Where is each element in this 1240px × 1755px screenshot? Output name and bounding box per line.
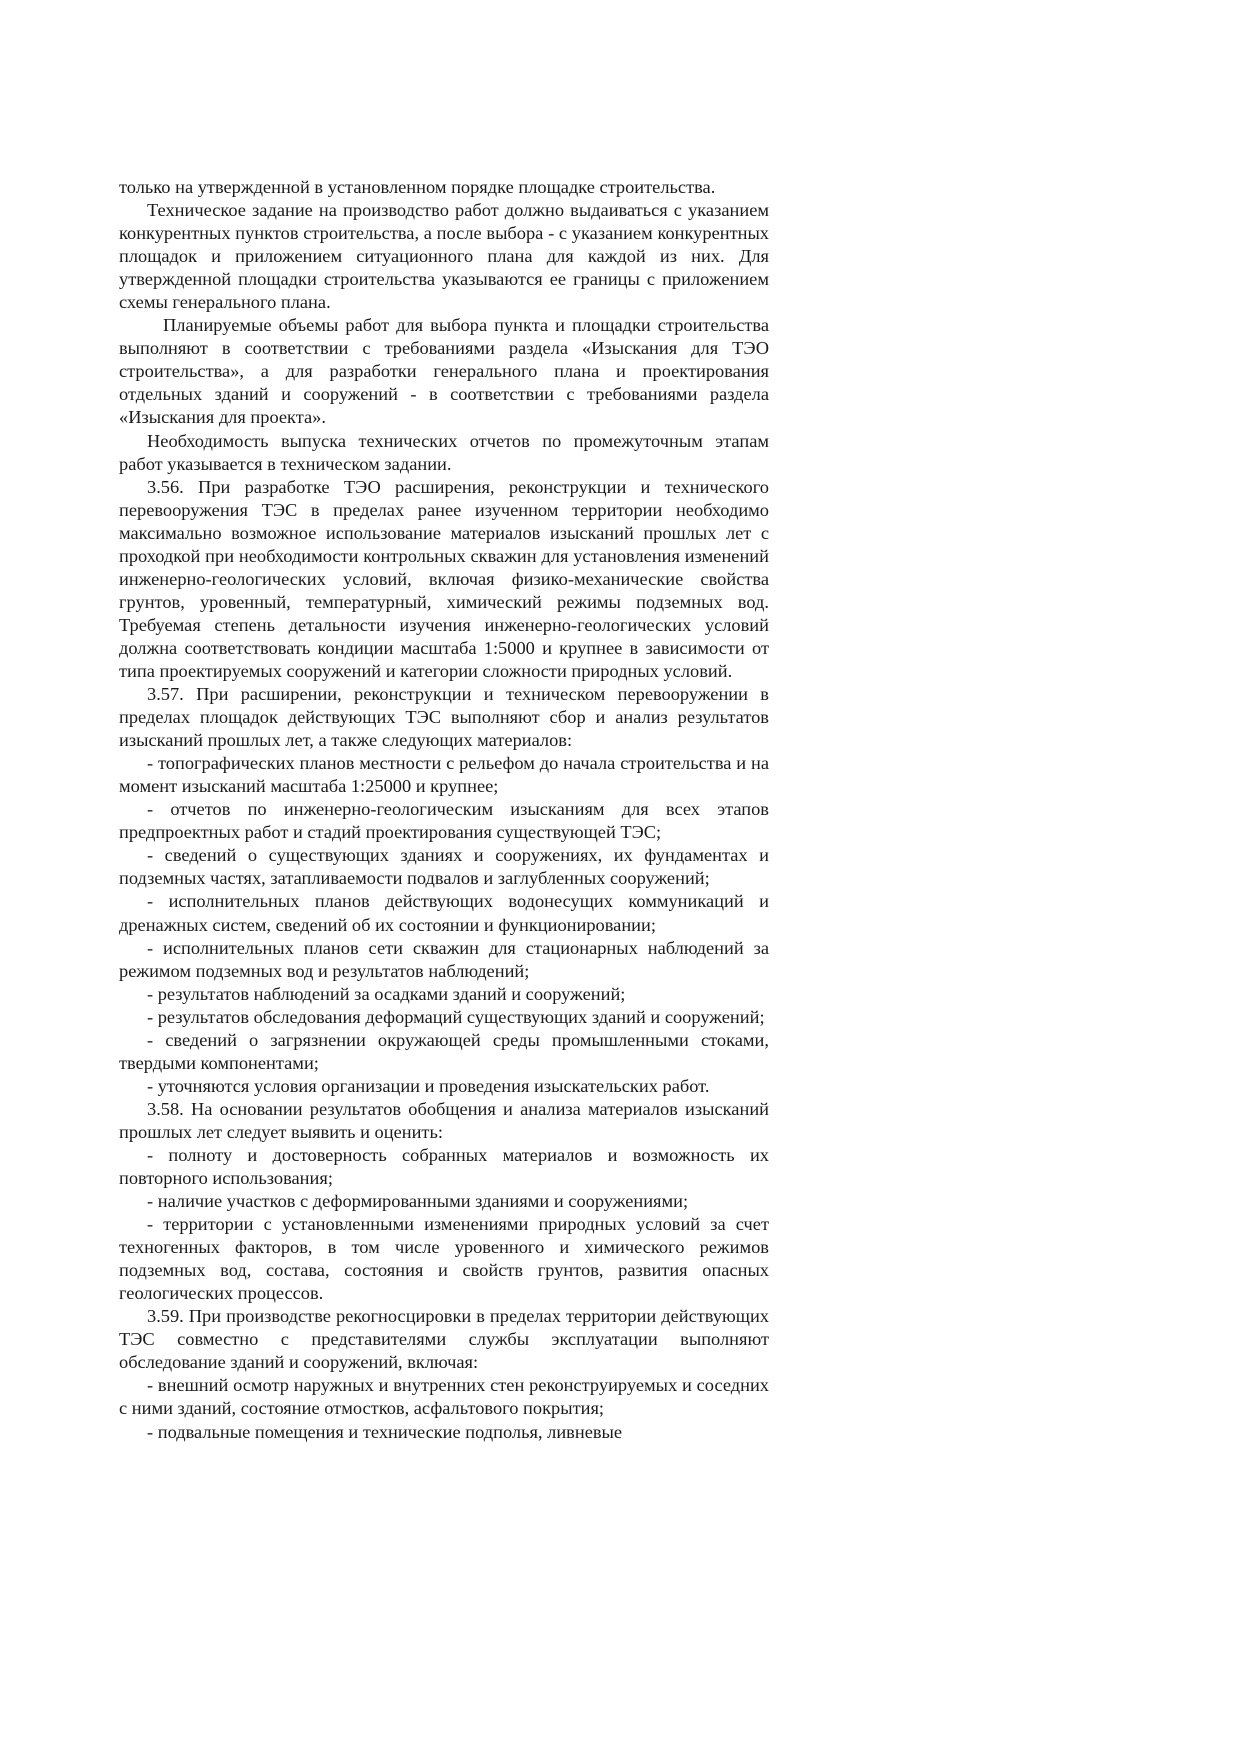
list-item: - подвальные помещения и технические подполья, ливневые xyxy=(147,1421,623,1442)
list-item: - исполнительных планов действующих водонесущих коммуникаций и дренажных систем, сведений об их состоянии и функционировании; xyxy=(119,891,769,935)
paragraph-technical-assignment: Техническое задание на производство работ должно выдаиваться с указанием конкурентных пунктов строительства, а после выбора - с указанием конкурентных площадок и приложением ситуационного плана для каждой из них. Для утвержденной площадки строительства указываются ее границы с приложением схемы генерального плана. xyxy=(119,200,769,313)
list-item: - исполнительных планов сети скважин для стационарных наблюдений за режимом подземных вод и результатов наблюдений; xyxy=(119,937,769,981)
list-item: - наличие участков с деформированными зданиями и сооружениями; xyxy=(147,1191,689,1212)
list-item: - сведений о загрязнении окружающей среды промышленными стоками, твердыми компонентами; xyxy=(119,1029,769,1073)
paragraph-interim-reports: Необходимость выпуска технических отчетов по промежуточным этапам работ указывается в техническом задании. xyxy=(119,430,769,474)
list-item: - территории с установленными изменениями природных условий за счет техногенных факторов, в том числе уровенного и химического режимов подземных вод, состава, состояния и свойств грунтов, развития опасных геологических процессов. xyxy=(119,1214,769,1304)
list-item: - результатов обследования деформаций существующих зданий и сооружений; xyxy=(147,1006,765,1027)
paragraph-3-57: 3.57. При расширении, реконструкции и техническом перевооружении в пределах площадок действующих ТЭС выполняют сбор и анализ результатов изысканий прошлых лет, а также следующих материалов: xyxy=(119,684,769,751)
paragraph-3-59: 3.59. При производстве рекогносцировки в пределах территории действующих ТЭС совместно с представителями службы эксплуатации выполняют обследование зданий и сооружений, включая: xyxy=(119,1306,769,1373)
list-item: - топографических планов местности с рельефом до начала строительства и на момент изысканий масштаба 1:25000 и крупнее; xyxy=(119,753,769,797)
paragraph-3-58: 3.58. На основании результатов обобщения и анализа материалов изысканий прошлых лет следует выявить и оценить: xyxy=(119,1098,769,1142)
list-item: - внешний осмотр наружных и внутренних стен реконструируемых и соседних с ними зданий, состояние отмостков, асфальтового покрытия; xyxy=(119,1375,769,1419)
list-item: - уточняются условия организации и проведения изыскательских работ. xyxy=(147,1075,710,1096)
paragraph-planned-volumes: Планируемые объемы работ для выбора пункта и площадки строительства выполняют в соответствии с требованиями раздела «Изыскания для ТЭО строительства», а для разработки генерального плана и проектирования отдельных зданий и сооружений - в соответствии с требованиями раздела «Изыскания для проекта». xyxy=(119,315,769,428)
list-item: - результатов наблюдений за осадками зданий и сооружений; xyxy=(147,983,626,1004)
list-item: - сведений о существующих зданиях и сооружениях, их фундаментах и подземных частях, затапливаемости подвалов и заглубленных сооружений; xyxy=(119,845,769,889)
document-page xyxy=(119,176,769,1444)
list-item: - отчетов по инженерно-геологическим изысканиям для всех этапов предпроектных работ и стадий проектирования существующей ТЭС; xyxy=(119,799,769,843)
list-item: - полноту и достоверность собранных материалов и возможность их повторного использования; xyxy=(119,1144,769,1189)
paragraph-3-56: 3.56. При разработке ТЭО расширения, реконструкции и технического перевооружения ТЭС в пределах ранее изученном территории необходимо максимально возможное использование материалов изысканий прошлых лет с проходкой при необходимости контрольных скважин для установления изменений инженерно-геологических условий, включая физико-механические свойства грунтов, уровенный, температурный, химический режимы подземных вод. Требуемая степень детальности изучения инженерно-геологических условий должна соответствовать кондиции масштаба 1:5000 и крупнее в зависимости от типа проектируемых сооружений и категории сложности природных условий. xyxy=(119,476,769,681)
paragraph-continuation: только на утвержденной в установленном порядке площадке строительства. xyxy=(119,177,716,197)
